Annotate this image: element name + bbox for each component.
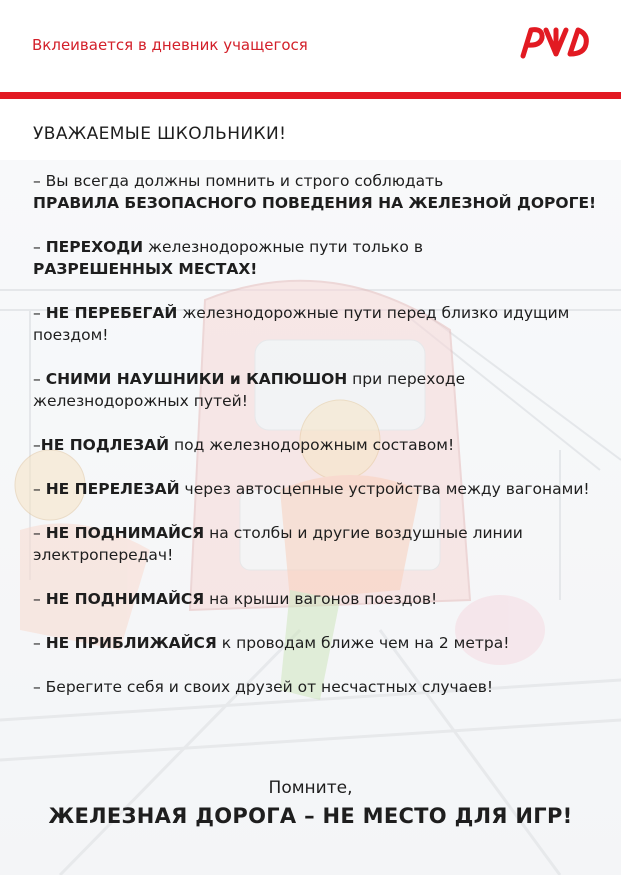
slogan: ЖЕЛЕЗНАЯ ДОРОГА – НЕ МЕСТО ДЛЯ ИГР! <box>48 804 573 828</box>
rule-item: – НЕ ПОДНИМАЙСЯ на столбы и другие воздушные линии электропередач! <box>33 524 523 564</box>
rule-item: – ПЕРЕХОДИ железнодорожные пути только в РАЗРЕШЕННЫХ МЕСТАХ! <box>33 238 423 278</box>
rzd-logo <box>518 24 592 60</box>
rule-item: – НЕ ПОДНИМАЙСЯ на крыши вагонов поездов! <box>33 590 438 608</box>
rule-item: – Берегите себя и своих друзей от несчастных случаев! <box>33 678 494 696</box>
brand-red-bar <box>0 92 621 99</box>
rule-item: – НЕ ПЕРЕБЕГАЙ железнодорожные пути перед близко идущим поездом! <box>33 304 570 344</box>
rule-item: – НЕ ПЕРЕЛЕЗАЙ через автосцепные устройства между вагонами! <box>33 480 590 498</box>
remember-line: Помните, <box>268 778 353 798</box>
safety-rules-list <box>33 170 603 698</box>
header-note: Вклеивается в дневник учащегося <box>32 36 308 54</box>
rule-item: – Вы всегда должны помнить и строго соблюдать ПРАВИЛА БЕЗОПАСНОГО ПОВЕДЕНИЯ НА ЖЕЛЕЗНОЙ ДОРОГЕ! <box>33 172 597 212</box>
rule-item: – НЕ ПРИБЛИЖАЙСЯ к проводам ближе чем на 2 метра! <box>33 634 510 652</box>
rule-item: –НЕ ПОДЛЕЗАЙ под железнодорожным составом! <box>33 436 455 454</box>
page-heading: УВАЖАЕМЫЕ ШКОЛЬНИКИ! <box>33 124 287 144</box>
rule-item: – СНИМИ НАУШНИКИ и КАПЮШОН при переходе железнодорожных путей! <box>33 370 466 410</box>
